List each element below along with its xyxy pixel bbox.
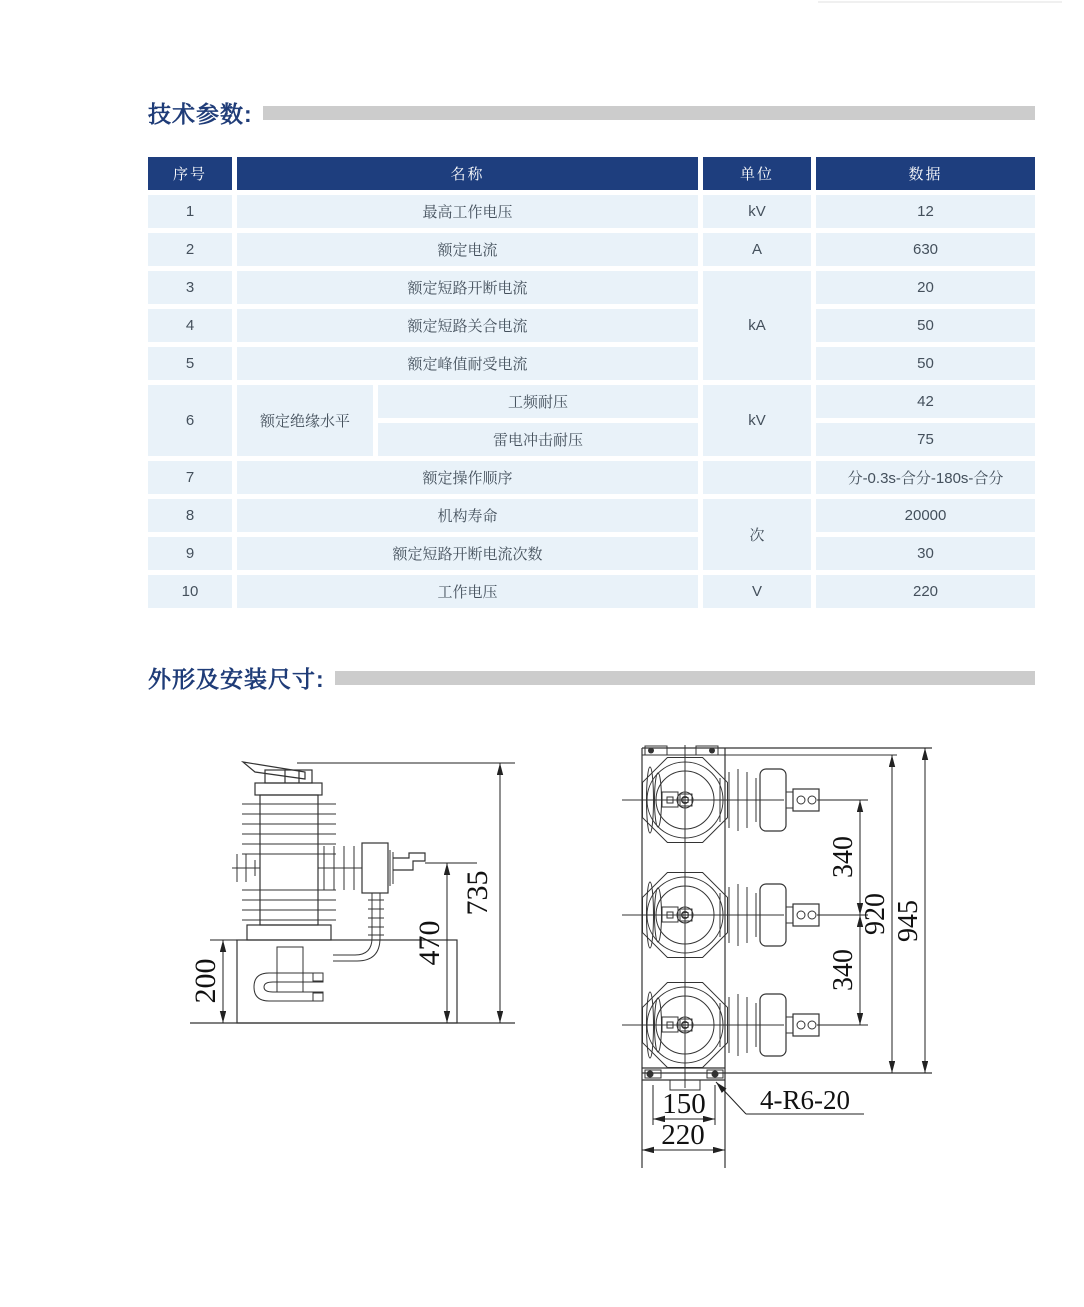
col-header-name: 名称 [237,157,698,190]
cell-group-label: 额定绝缘水平 [237,385,373,456]
cell-data: 12 [816,195,1035,228]
dim-terminal-height: 470 [413,920,446,966]
section-parameters-heading [148,96,1035,129]
parameters-title: 技术参数: [148,101,253,127]
cell-name: 机构寿命 [237,499,698,532]
page-edge-line [818,1,1062,3]
cell-data: 220 [816,575,1035,608]
cell-name: 雷电冲击耐压 [378,423,698,456]
cell-unit-merged-ci: 次 [703,499,811,570]
dim-frame-height: 920 [860,893,891,935]
cell-data: 50 [816,347,1035,380]
cell-data: 42 [816,385,1035,418]
cell-data: 50 [816,309,1035,342]
cell-unit-merged-kv: kV [703,385,811,456]
cell-unit-empty [703,461,811,494]
cell-no: 2 [148,233,232,266]
dimensions-title: 外形及安装尺寸: [148,666,325,692]
title-decorative-bar [335,671,1035,685]
cell-no: 10 [148,575,232,608]
cell-no: 3 [148,271,232,304]
side-view-drawing [185,740,545,1070]
cell-name: 额定电流 [237,233,698,266]
col-header-data: 数据 [816,157,1035,190]
cell-data: 分-0.3s-合分-180s-合分 [816,461,1035,494]
section-dimensions-heading [148,661,1035,694]
cell-no: 5 [148,347,232,380]
dim-pole-pitch-top: 340 [828,836,859,878]
dim-pole-pitch-bottom: 340 [828,949,859,991]
cell-name: 工频耐压 [378,385,698,418]
cell-unit: V [703,575,811,608]
col-header-no: 序号 [148,157,232,190]
cell-name: 工作电压 [237,575,698,608]
cell-unit: kV [703,195,811,228]
dim-base-height: 200 [189,958,222,1004]
col-header-unit: 单位 [703,157,811,190]
cell-name: 额定短路开断电流次数 [237,537,698,570]
cell-name: 额定短路开断电流 [237,271,698,304]
cell-name: 最高工作电压 [237,195,698,228]
cell-name: 额定短路关合电流 [237,309,698,342]
cell-no: 4 [148,309,232,342]
dim-total-height: 735 [461,870,494,916]
cell-unit-merged-ka: kA [703,271,811,380]
dim-slot-width: 150 [662,1088,706,1120]
cell-name: 额定操作顺序 [237,461,698,494]
cell-data: 75 [816,423,1035,456]
cell-data: 20 [816,271,1035,304]
cell-no-merged: 6 [148,385,232,456]
cell-data: 20000 [816,499,1035,532]
cell-unit: A [703,233,811,266]
cell-no: 9 [148,537,232,570]
cell-no: 1 [148,195,232,228]
mounting-holes-label: 4-R6-20 [760,1085,850,1115]
pole-assemblies [622,758,868,1068]
cell-data: 30 [816,537,1035,570]
title-decorative-bar [263,106,1035,120]
dim-overall-height: 945 [893,900,924,942]
top-view-drawing [612,733,1014,1178]
cell-name: 额定峰值耐受电流 [237,347,698,380]
dim-base-width: 220 [661,1119,705,1151]
cell-data: 630 [816,233,1035,266]
spec-table [148,157,1035,608]
side-view-dimensions [189,763,515,1023]
cell-no: 8 [148,499,232,532]
cell-no: 7 [148,461,232,494]
